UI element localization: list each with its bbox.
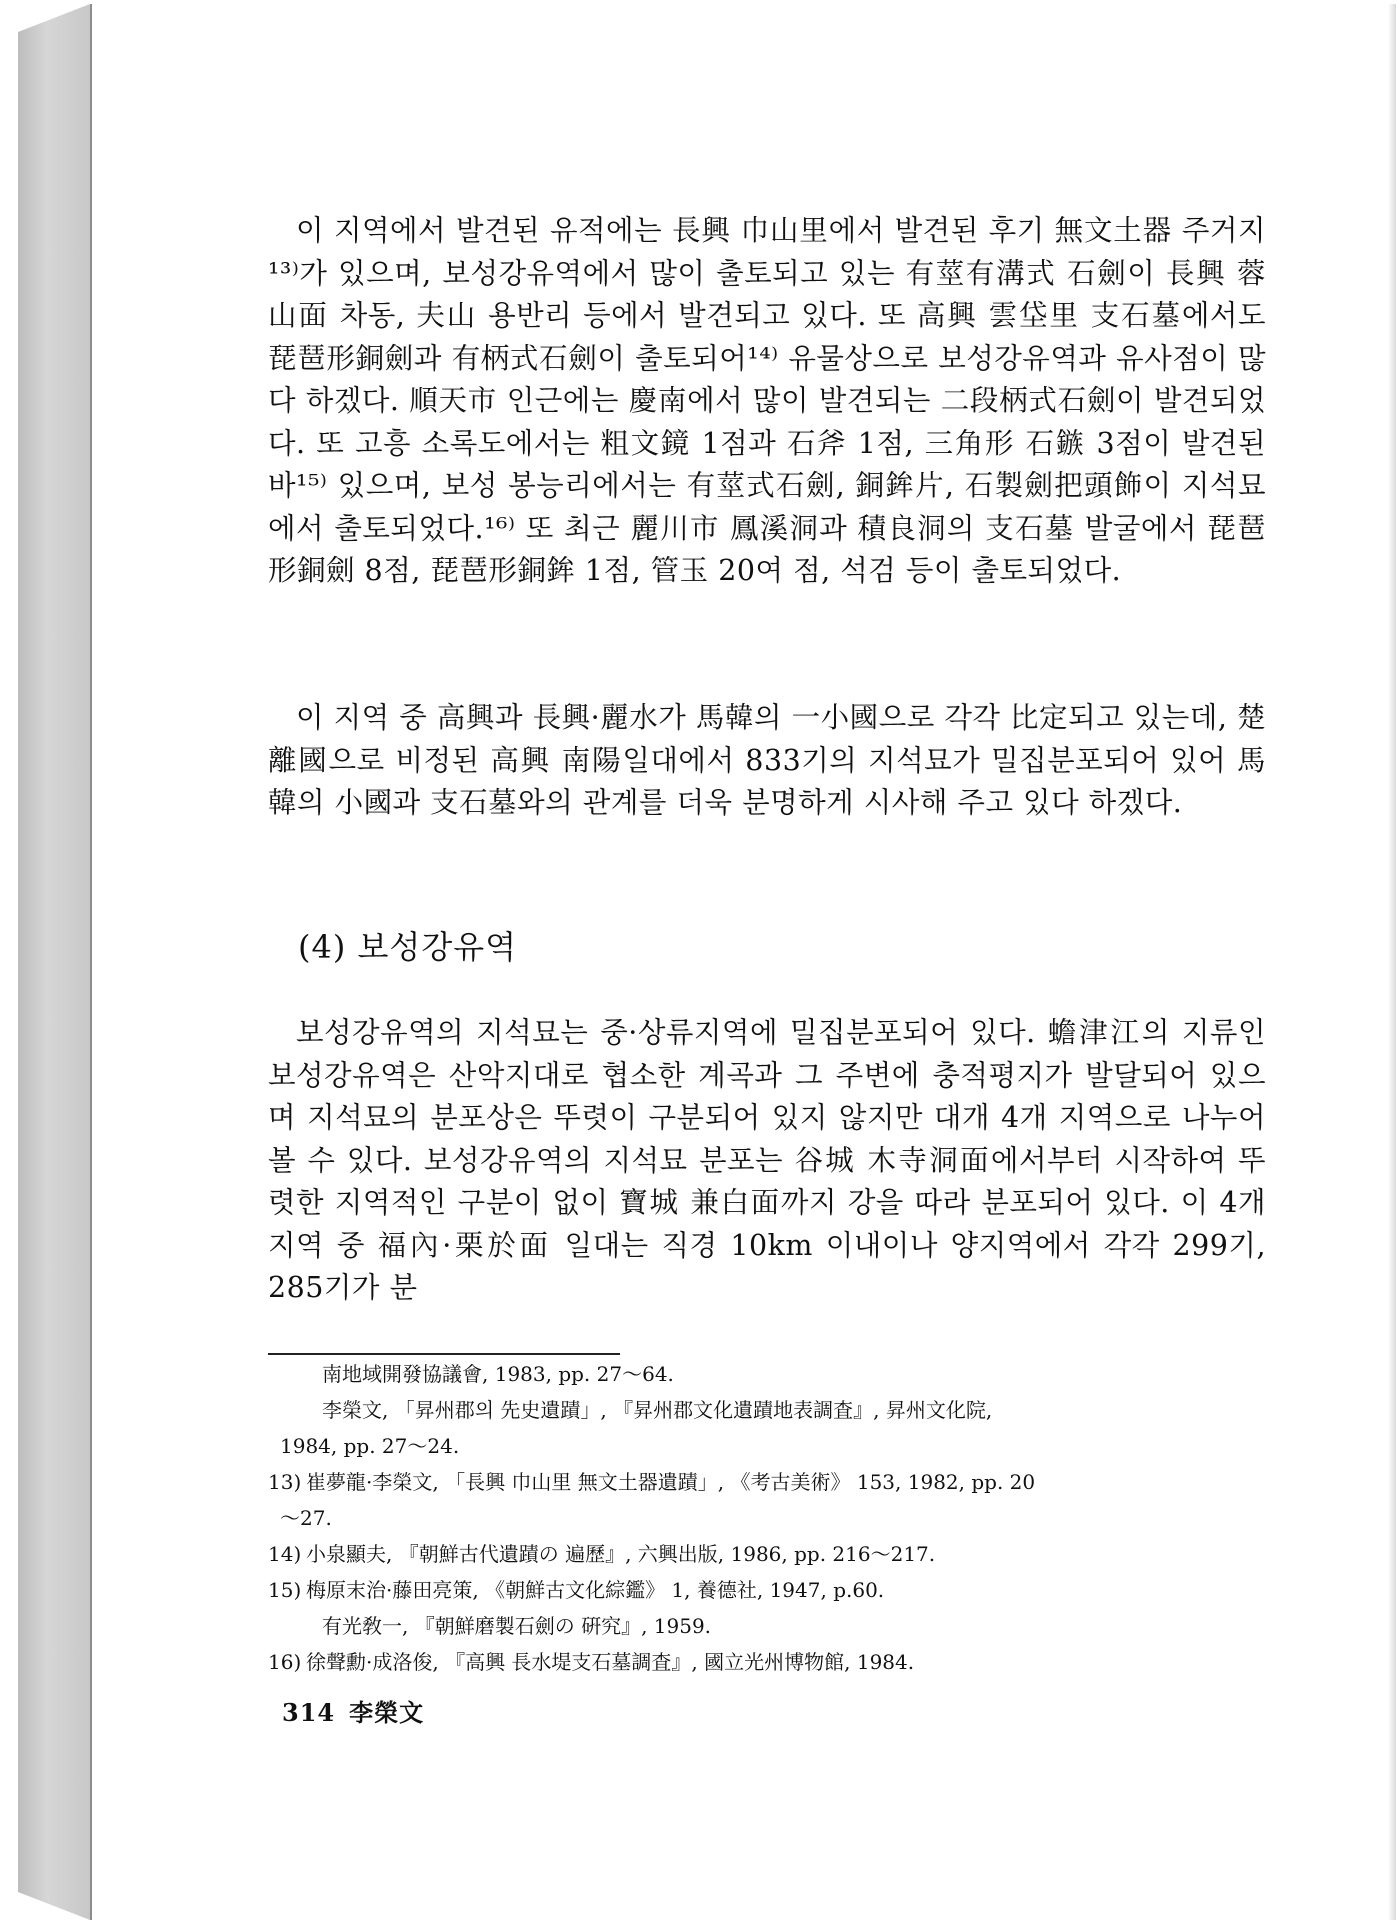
footnote-text: 梅原末治·藤田亮策, 《朝鮮古文化綜鑑》 1, 養德社, 1947, p.60. (306, 1578, 885, 1602)
body-paragraph-1: 이 지역에서 발견된 유적에는 長興 巾山里에서 발견된 후기 無文土器 주거지¹³⁾가 있으며, 보성강유역에서 많이 출토되고 있는 有莖有溝式 石劍이 長興 蓉山面 차동, 夫山 용반리 등에서 발견되고 있다. 또 高興 雲垈里 支石墓에서도 琵琶形銅劍과 有柄式石劍이 출토되어¹⁴⁾ 유물상으로 보성강유역과 유사점이 많다 하겠다. 順天市 인근에는 慶南에서 많이 발견되는 二段柄式石劍이 발견되었다. 또 고흥 소록도에서는 粗文鏡 1점과 石斧 1점, 三角形 石鏃 3점이 발견된 바¹⁵⁾ 있으며, 보성 봉능리에서는 有莖式石劍, 銅鉾片, 石製劍把頭飾이 지석묘에서 출토되었다.¹⁶⁾ 또 최근 麗川市 鳳溪洞과 積良洞의 支石墓 발굴에서 琵琶形銅劍 8점, 琵琶形銅鉾 1점, 管玉 20여 점, 석검 등이 출토되었다. (268, 214, 1266, 587)
body-paragraph-3: 보성강유역의 지석묘는 중·상류지역에 밀집분포되어 있다. 蟾津江의 지류인 보성강유역은 산악지대로 협소한 계곡과 그 주변에 충적평지가 발달되어 있으며 지석묘의 분포상은 뚜렷이 구분되어 있지 않지만 대개 4개 지역으로 나누어볼 수 있다. 보성강유역의 지석묘 분포는 谷城 木寺洞面에서부터 시작하여 뚜렷한 지역적인 구분이 없이 寶城 兼白面까지 강을 따라 분포되어 있다. 이 4개 지역 중 福內·栗於面 일대는 직경 10km 이내이나 양지역에서 각각 299기, 285기가 분 (268, 1016, 1266, 1304)
footnote-continuation: 李榮文, 「昇州郡의 先史遺蹟」, 『昇州郡文化遺蹟地表調査』, 昇州文化院, (322, 1398, 993, 1422)
footnote-continuation: 1984, pp. 27～24. (280, 1434, 460, 1458)
page-number: 314 (282, 1698, 336, 1727)
footnote-15-sub: 有光敎一, 『朝鮮磨製石劍の 硏究』, 1959. (322, 1614, 712, 1638)
running-author: 李榮文 (349, 1698, 425, 1727)
footnote-15 (268, 1572, 1266, 1608)
footnote-number: 14) (268, 1542, 302, 1566)
book-spine (18, 4, 90, 1920)
body-paragraph-2: 이 지역 중 高興과 長興·麗水가 馬韓의 一小國으로 각각 比定되고 있는데, 楚離國으로 비정된 高興 南陽일대에서 833기의 지석묘가 밀집분포되어 있어 馬韓의 小國과 支石墓와의 관계를 더욱 분명하게 시사해 주고 있다 하겠다. (268, 701, 1266, 819)
footnote-text: 徐聲勳·成洛俊, 『高興 長水堤支石墓調査』, 國立光州博物館, 1984. (306, 1650, 915, 1674)
footnote-14 (268, 1536, 1266, 1572)
section-heading: (4) 보성강유역 (298, 928, 518, 966)
footnote-16 (268, 1644, 1266, 1680)
footnote-number: 13) (268, 1470, 302, 1494)
footnote-number: 16) (268, 1650, 302, 1674)
footnote-text: 小泉顯夫, 『朝鮮古代遺蹟の 遍歷』, 六興出版, 1986, pp. 216～217. (306, 1542, 936, 1566)
page-right-edge (1388, 4, 1396, 1920)
footnote-number: 15) (268, 1578, 302, 1602)
footnotes (268, 1356, 1266, 1680)
footnote-continuation: 南地域開發協議會, 1983, pp. 27～64. (322, 1362, 674, 1386)
footnote-text: 崔夢龍·李榮文, 「長興 巾山里 無文土器遺蹟」, 《考古美術》 153, 1982, pp. 20 (306, 1470, 1036, 1494)
footnote-divider (268, 1353, 620, 1355)
footnote-13 (268, 1464, 1266, 1500)
page-footer (282, 1693, 438, 1728)
footnote-continuation: ～27. (280, 1506, 332, 1530)
